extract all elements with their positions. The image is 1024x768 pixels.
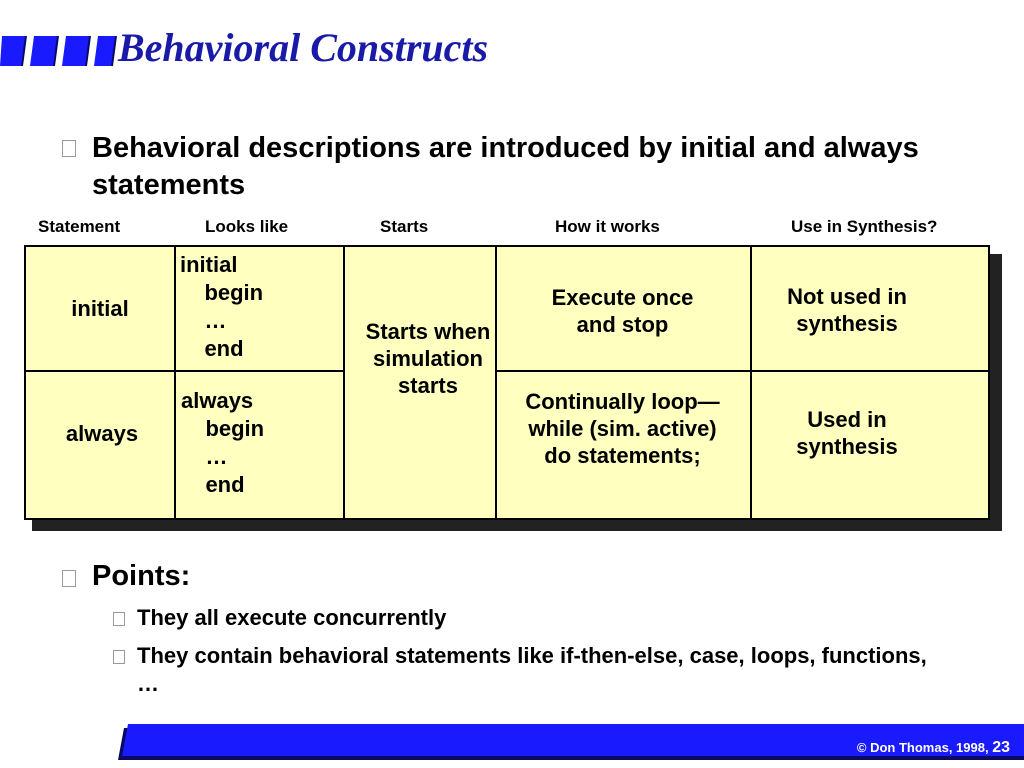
row-always-how-it-works: Continually loop— while (sim. active) do statements; [525, 389, 720, 468]
row-initial-looks-like: initial begin … end [180, 252, 264, 361]
points-bullet [62, 560, 190, 593]
row-initial-how-it-works: Execute once and stop [551, 285, 694, 337]
row-initial-statement: initial [71, 296, 129, 321]
bullet-square-icon [62, 570, 76, 587]
header-looks-like: Looks like [205, 217, 289, 236]
header-starts: Starts [380, 217, 429, 236]
intro-bullet-text: Behavioral descriptions are introduced by initial and always statements [92, 132, 919, 201]
sub-bullet-square-icon [113, 650, 125, 664]
footer-copyright: © Don Thomas, 1998, [856, 740, 989, 755]
header-how-it-works: How it works [555, 217, 660, 236]
constructs-table [24, 245, 990, 520]
points-heading: Points: [92, 560, 191, 592]
point-item: They all execute concurrently [113, 604, 963, 632]
title-logo-bars-icon [0, 30, 120, 70]
starts-cell: Starts when simulation starts [365, 319, 491, 398]
row-always-synthesis: Used in synthesis [796, 407, 898, 459]
intro-bullet [62, 130, 982, 204]
footer-credit [857, 739, 1010, 757]
row-initial-synthesis: Not used in synthesis [787, 284, 907, 336]
bullet-square-icon [62, 140, 76, 157]
page-number: 23 [992, 739, 1010, 756]
row-always-looks-like: always begin … end [181, 388, 265, 497]
page-title: Behavioral Constructs [118, 25, 489, 70]
point-item: They contain behavioral statements like if-then-else, case, loops, functions, … [113, 642, 933, 698]
row-always-statement: always [65, 421, 139, 446]
header-statement: Statement [38, 217, 121, 236]
sub-bullet-square-icon [113, 612, 125, 626]
header-use-in-synthesis: Use in Synthesis? [791, 217, 938, 236]
